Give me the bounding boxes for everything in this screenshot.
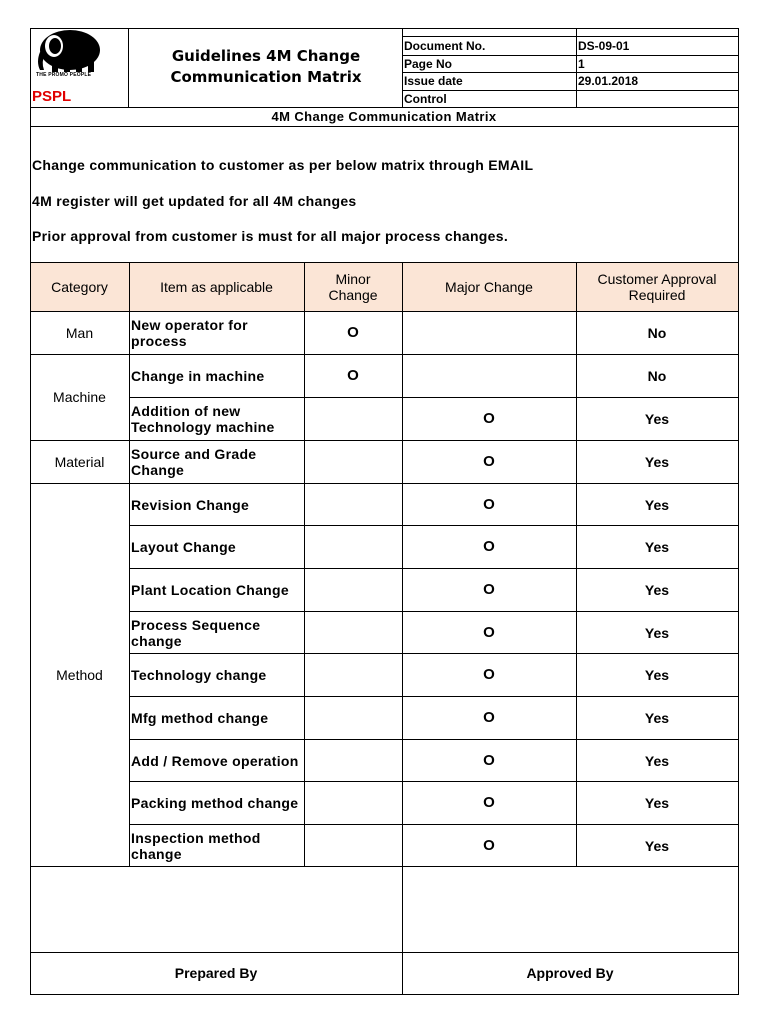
minor-change-mark (304, 824, 402, 867)
col-header-approval-text: Customer Approval Required (597, 270, 717, 303)
row-item: New operator for process (131, 316, 248, 349)
approval-value: Yes (644, 837, 670, 854)
category-man: Man (65, 324, 94, 341)
prepared-by-label: Prepared By (174, 965, 258, 981)
grid-line (402, 28, 403, 108)
grid-line (129, 262, 130, 867)
grid-line (30, 866, 739, 867)
category-method: Method (56, 666, 103, 683)
grid-line (402, 55, 739, 56)
row-item: Addition of new Technology machine (131, 402, 275, 435)
approval-value: Yes (644, 538, 670, 555)
meta-value-control (576, 90, 738, 107)
major-change-mark: O (483, 752, 495, 769)
meta-label-issue: Issue date (404, 74, 463, 88)
approval-value: Yes (644, 709, 670, 726)
grid-line (30, 126, 739, 127)
grid-line (30, 952, 739, 953)
minor-change-mark: O (347, 324, 359, 341)
grid-line (129, 611, 739, 612)
approval-value: Yes (644, 752, 670, 769)
minor-change-mark (304, 653, 402, 696)
approval-value: Yes (644, 794, 670, 811)
grid-line (738, 28, 739, 995)
minor-change-mark (304, 568, 402, 611)
note-approval: Prior approval from customer is must for all major process changes. (32, 228, 509, 244)
approval-value: Yes (644, 410, 670, 427)
meta-value-issue: 29.01.2018 (578, 74, 639, 88)
approval-value: Yes (644, 581, 670, 598)
approved-by-label: Approved By (526, 965, 614, 981)
title-line-1: Guidelines 4M Change (171, 47, 361, 65)
grid-line (30, 262, 739, 263)
grid-line (30, 28, 129, 29)
major-change-mark (402, 354, 576, 397)
row-item: Technology change (131, 666, 267, 683)
grid-line (129, 781, 739, 782)
grid-line (30, 994, 739, 995)
major-change-mark: O (483, 837, 495, 854)
row-item: Plant Location Change (131, 581, 289, 598)
grid-line (129, 568, 739, 569)
grid-line (576, 28, 577, 108)
grid-line (30, 28, 31, 995)
col-header-item: Item as applicable (160, 278, 273, 295)
meta-label-page: Page No (404, 56, 453, 71)
grid-line (30, 311, 739, 312)
minor-change-mark (304, 483, 402, 526)
major-change-mark: O (483, 794, 495, 811)
minor-change-mark (304, 611, 402, 654)
grid-line (129, 525, 739, 526)
approval-value: Yes (644, 453, 670, 470)
major-change-mark: O (483, 496, 495, 513)
grid-line (30, 354, 739, 355)
grid-line (129, 739, 739, 740)
approval-value: Yes (644, 624, 670, 641)
grid-line (128, 28, 403, 29)
major-change-mark (402, 311, 576, 354)
row-item: Mfg method change (131, 709, 269, 726)
major-change-mark: O (483, 410, 495, 427)
minor-change-mark (304, 781, 402, 824)
row-item: Inspection method change (131, 829, 261, 862)
grid-line (402, 72, 739, 73)
row-item: Revision Change (131, 496, 250, 513)
grid-line (30, 107, 739, 108)
grid-line (129, 653, 739, 654)
row-item: Change in machine (131, 367, 265, 384)
col-header-approval (576, 262, 738, 311)
meta-value-page: 1 (578, 56, 585, 71)
grid-line (304, 262, 305, 867)
grid-line (129, 397, 739, 398)
meta-value-doc: DS-09-01 (578, 38, 630, 53)
minor-change-mark (304, 397, 402, 440)
col-header-minor (304, 262, 402, 311)
approval-value: No (647, 324, 667, 341)
grid-line (129, 696, 739, 697)
logo-caption: THE PROMO PEOPLE (36, 72, 92, 78)
category-material: Material (54, 453, 105, 470)
grid-line (30, 440, 739, 441)
grid-line (402, 90, 739, 91)
grid-line (129, 824, 739, 825)
major-change-mark: O (483, 453, 495, 470)
row-item: Layout Change (131, 538, 237, 555)
col-header-minor-text: Minor Change (328, 270, 378, 303)
note-email: Change communication to customer as per below matrix through EMAIL (32, 157, 534, 173)
company-logo (34, 28, 106, 80)
meta-label-control: Control (404, 91, 447, 106)
major-change-mark: O (483, 666, 495, 683)
row-item: Add / Remove operation (131, 752, 299, 769)
category-machine: Machine (53, 389, 106, 405)
col-header-category: Category (51, 278, 108, 295)
grid-line (402, 28, 739, 29)
title-line-2: Communication Matrix (170, 68, 362, 86)
minor-change-mark (304, 739, 402, 782)
company-name: PSPL (32, 88, 72, 105)
approval-value: No (647, 367, 667, 384)
major-change-mark: O (483, 538, 495, 555)
row-item: Packing method change (131, 794, 299, 811)
grid-line (128, 28, 129, 108)
row-item: Process Sequence change (131, 616, 261, 649)
minor-change-mark (304, 440, 402, 483)
approval-value: Yes (644, 666, 670, 683)
minor-change-mark (304, 525, 402, 568)
matrix-banner: 4M Change Communication Matrix (271, 109, 497, 124)
grid-line (402, 36, 739, 37)
major-change-mark: O (483, 624, 495, 641)
grid-line (30, 483, 739, 484)
row-item: Source and Grade Change (131, 445, 257, 478)
major-change-mark: O (483, 709, 495, 726)
document-title (130, 46, 402, 88)
grid-line (402, 262, 403, 995)
major-change-mark: O (483, 581, 495, 598)
grid-line (576, 262, 577, 867)
approval-value: Yes (644, 496, 670, 513)
col-header-major: Major Change (445, 278, 533, 295)
meta-label-doc: Document No. (404, 38, 486, 53)
note-register: 4M register will get updated for all 4M changes (32, 193, 357, 209)
minor-change-mark: O (347, 367, 359, 384)
minor-change-mark (304, 696, 402, 739)
